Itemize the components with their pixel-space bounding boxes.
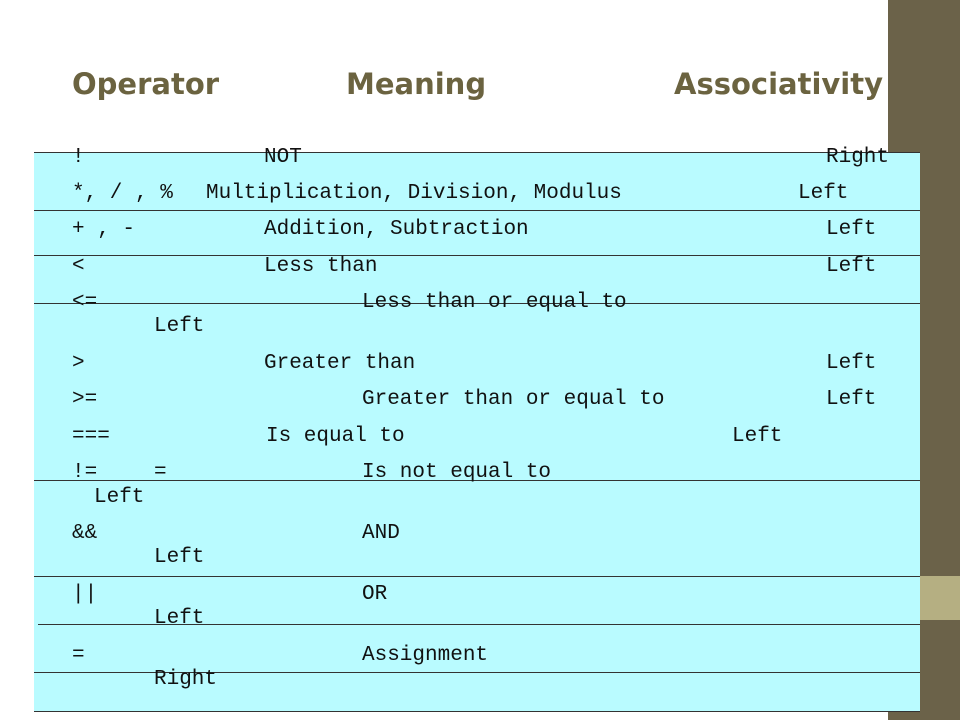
header-operator: Operator (72, 67, 220, 101)
operator-cell: <= (72, 291, 98, 314)
meaning-cell: Less than (264, 255, 378, 278)
associativity-cell: Right (154, 668, 218, 691)
meaning-cell: NOT (264, 146, 302, 169)
header-associativity: Associativity (674, 67, 884, 101)
table-header (0, 62, 888, 106)
associativity-cell: Left (154, 607, 205, 630)
operator-cell: ! (72, 146, 85, 169)
meaning-cell: Multiplication, Division, Modulus (206, 182, 622, 205)
associativity-cell: Left (94, 486, 145, 509)
operator-cell: + , - (72, 218, 136, 241)
associativity-cell: Left (798, 182, 849, 205)
associativity-cell: Left (732, 425, 783, 448)
operator-cell: != (72, 461, 98, 484)
meaning-cell: Is equal to (266, 425, 405, 448)
header-meaning: Meaning (346, 67, 487, 101)
associativity-cell: Left (826, 388, 877, 411)
associativity-cell: Left (826, 352, 877, 375)
operator-cell: && (72, 522, 98, 545)
associativity-cell: Left (826, 255, 877, 278)
associativity-cell: Left (826, 218, 877, 241)
associativity-cell: Right (826, 146, 890, 169)
row-divider (34, 152, 920, 153)
meaning-cell: Less than or equal to (362, 291, 627, 314)
meaning-cell: AND (362, 522, 400, 545)
meaning-cell: Is not equal to (362, 461, 552, 484)
operator-cell: >= (72, 388, 98, 411)
row-divider (34, 255, 920, 256)
operator-cell: < (72, 255, 85, 278)
operator-cell: === (72, 425, 110, 448)
associativity-cell: Left (154, 546, 205, 569)
meaning-cell: Addition, Subtraction (264, 218, 529, 241)
sidebar-accent-block (920, 576, 960, 620)
row-divider (34, 711, 920, 712)
operator-cell: *, / , % (72, 182, 173, 205)
operator-cell: || (72, 583, 98, 606)
row-divider (34, 576, 920, 577)
meaning-cell: Greater than (264, 352, 416, 375)
associativity-cell: Left (154, 315, 205, 338)
operator-cell: > (72, 352, 85, 375)
meaning-cell: Greater than or equal to (362, 388, 665, 411)
meaning-cell: Assignment (362, 644, 489, 667)
operator-cell: = (72, 644, 85, 667)
meaning-cell: OR (362, 583, 388, 606)
row-divider (34, 210, 920, 211)
operator-cell-extra: = (154, 461, 167, 484)
